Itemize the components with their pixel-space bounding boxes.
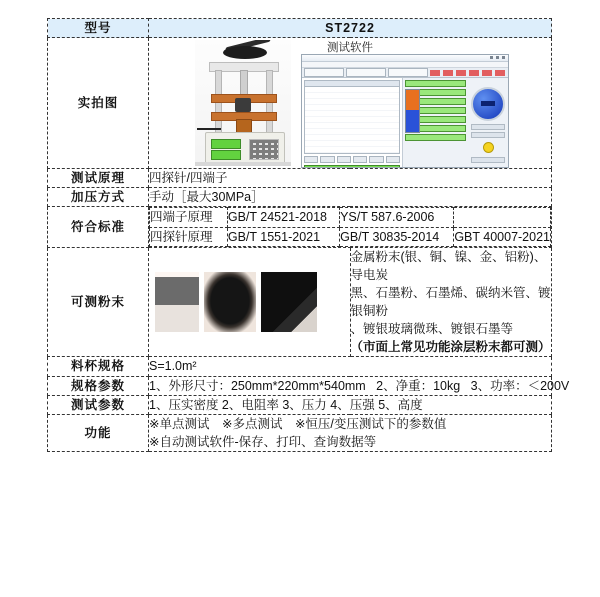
standards-table: [149, 207, 551, 246]
software-tab-3: [388, 68, 428, 77]
powder-line-3: 、镀银玻璃微珠、镀银石墨等: [350, 322, 514, 337]
pressure-bar: [405, 89, 420, 133]
instrument-photo: [195, 40, 291, 166]
photos-cell: [149, 38, 552, 169]
power-cord: [197, 128, 221, 130]
cup-spec-value: S=1.0m²: [149, 357, 552, 376]
specification-table: [47, 18, 570, 452]
grid-header: [304, 80, 400, 87]
table-surface: [195, 162, 291, 166]
row-label-photos: 实拍图: [48, 38, 149, 169]
photo-wrap: [149, 38, 551, 168]
row-label-principle: 测试原理: [48, 169, 149, 188]
powder-images: [149, 263, 350, 341]
control-field-2: [471, 132, 505, 138]
software-caption: 测试软件: [327, 42, 373, 55]
row-label-powders: 可测粉末: [48, 247, 149, 357]
software-gauge-panel: [403, 78, 468, 168]
row-label-model: 型号: [48, 19, 149, 38]
table-row-dimensions: [48, 376, 552, 395]
model-value: ST2722: [149, 19, 552, 38]
powder-images-cell: [149, 247, 351, 357]
powder-black-flake-image: [261, 272, 317, 332]
standards-code-2a: GB/T 1551-2021: [227, 227, 339, 246]
round-control-knob-icon: [471, 87, 505, 121]
table-row-model: [48, 19, 552, 38]
functions-line-1: ※单点测试 ※多点测试 ※恒压/变压测试下的参数值: [149, 416, 447, 431]
row-label-test-params: 测试参数: [48, 395, 149, 414]
standards-row-four-probe: [150, 227, 551, 246]
gauge-field-1: [405, 80, 466, 87]
powder-silver-jar-image: [155, 272, 199, 332]
table-row-photos: [48, 38, 552, 169]
pressurization-value: 手动［最大30MPa］: [149, 188, 552, 207]
powder-black-pile-image: [204, 272, 256, 332]
dimensions-value: 1、外形尺寸：250mm*220mm*540mm 2、净重：10kg 3、功率：＜200V: [149, 376, 552, 395]
standards-code-2c: GBT 40007-2021: [454, 227, 551, 246]
row-label-pressurization: 加压方式: [48, 188, 149, 207]
grid-status-bar: [304, 165, 400, 168]
standards-row-four-terminal: [150, 208, 551, 227]
principle-value: 四探针/四端子: [149, 169, 552, 188]
row-label-dimensions: 规格参数: [48, 376, 149, 395]
probe-block: [235, 98, 251, 112]
software-tab-2: [346, 68, 386, 77]
keypad: [249, 139, 279, 160]
row-label-standards: 符合标准: [48, 207, 149, 247]
powder-line-1: 金属粉末(银、铜、镍、金、铝粉)、导电炭: [350, 249, 547, 282]
powder-line-4: （市面上常见功能涂层粉末都可测）: [350, 340, 551, 355]
handwheel-icon: [223, 46, 267, 59]
powder-line-2: 黑、石墨粉、石墨烯、碳纳米管、镀银铜粉: [350, 285, 551, 318]
control-field-3: [471, 157, 505, 163]
window-controls-icon: [490, 56, 506, 59]
table-row-cup-spec: [48, 357, 552, 376]
standards-code-1b: YS/T 587.6-2006: [340, 208, 454, 227]
table-row-principle: [48, 169, 552, 188]
grid-button-row: [304, 156, 400, 163]
sample-cup: [236, 119, 252, 133]
grid-rows: [304, 87, 400, 154]
software-tabs: [302, 68, 508, 78]
gauge-field-7: [405, 134, 466, 141]
standards-principle-2: 四探针原理: [150, 227, 228, 246]
standards-principle-1: 四端子原理: [150, 208, 228, 227]
software-body: [302, 78, 508, 168]
test-params-value: 1、压实密度 2、电阻率 3、压力 4、压强 5、高度: [149, 395, 552, 414]
status-indicator-icon: [483, 142, 494, 153]
table-row-pressurization: [48, 188, 552, 207]
standards-code-2b: GB/T 30835-2014: [340, 227, 454, 246]
row-label-functions: 功能: [48, 414, 149, 451]
table-row-standards: [48, 207, 552, 247]
display-bottom: [211, 150, 241, 160]
powder-description-cell: [350, 247, 552, 357]
row-label-cup-spec: 料杯规格: [48, 357, 149, 376]
display-top: [211, 139, 241, 149]
software-screenshot: [301, 54, 509, 168]
standards-code-1a: GB/T 24521-2018: [227, 208, 339, 227]
software-tab-1: [304, 68, 344, 77]
software-data-grid-panel: [302, 78, 403, 168]
table-row-powders: [48, 247, 552, 357]
table-row-functions: [48, 414, 552, 451]
standards-code-1c: [454, 208, 551, 227]
functions-line-2: ※自动测试软件-保存、打印、查询数据等: [149, 434, 377, 449]
table-row-test-params: [48, 395, 552, 414]
standards-cell: [149, 207, 552, 247]
software-control-panel: [468, 78, 508, 168]
software-alert-text: [430, 70, 506, 76]
control-field-1: [471, 124, 505, 130]
functions-cell: [149, 414, 552, 451]
